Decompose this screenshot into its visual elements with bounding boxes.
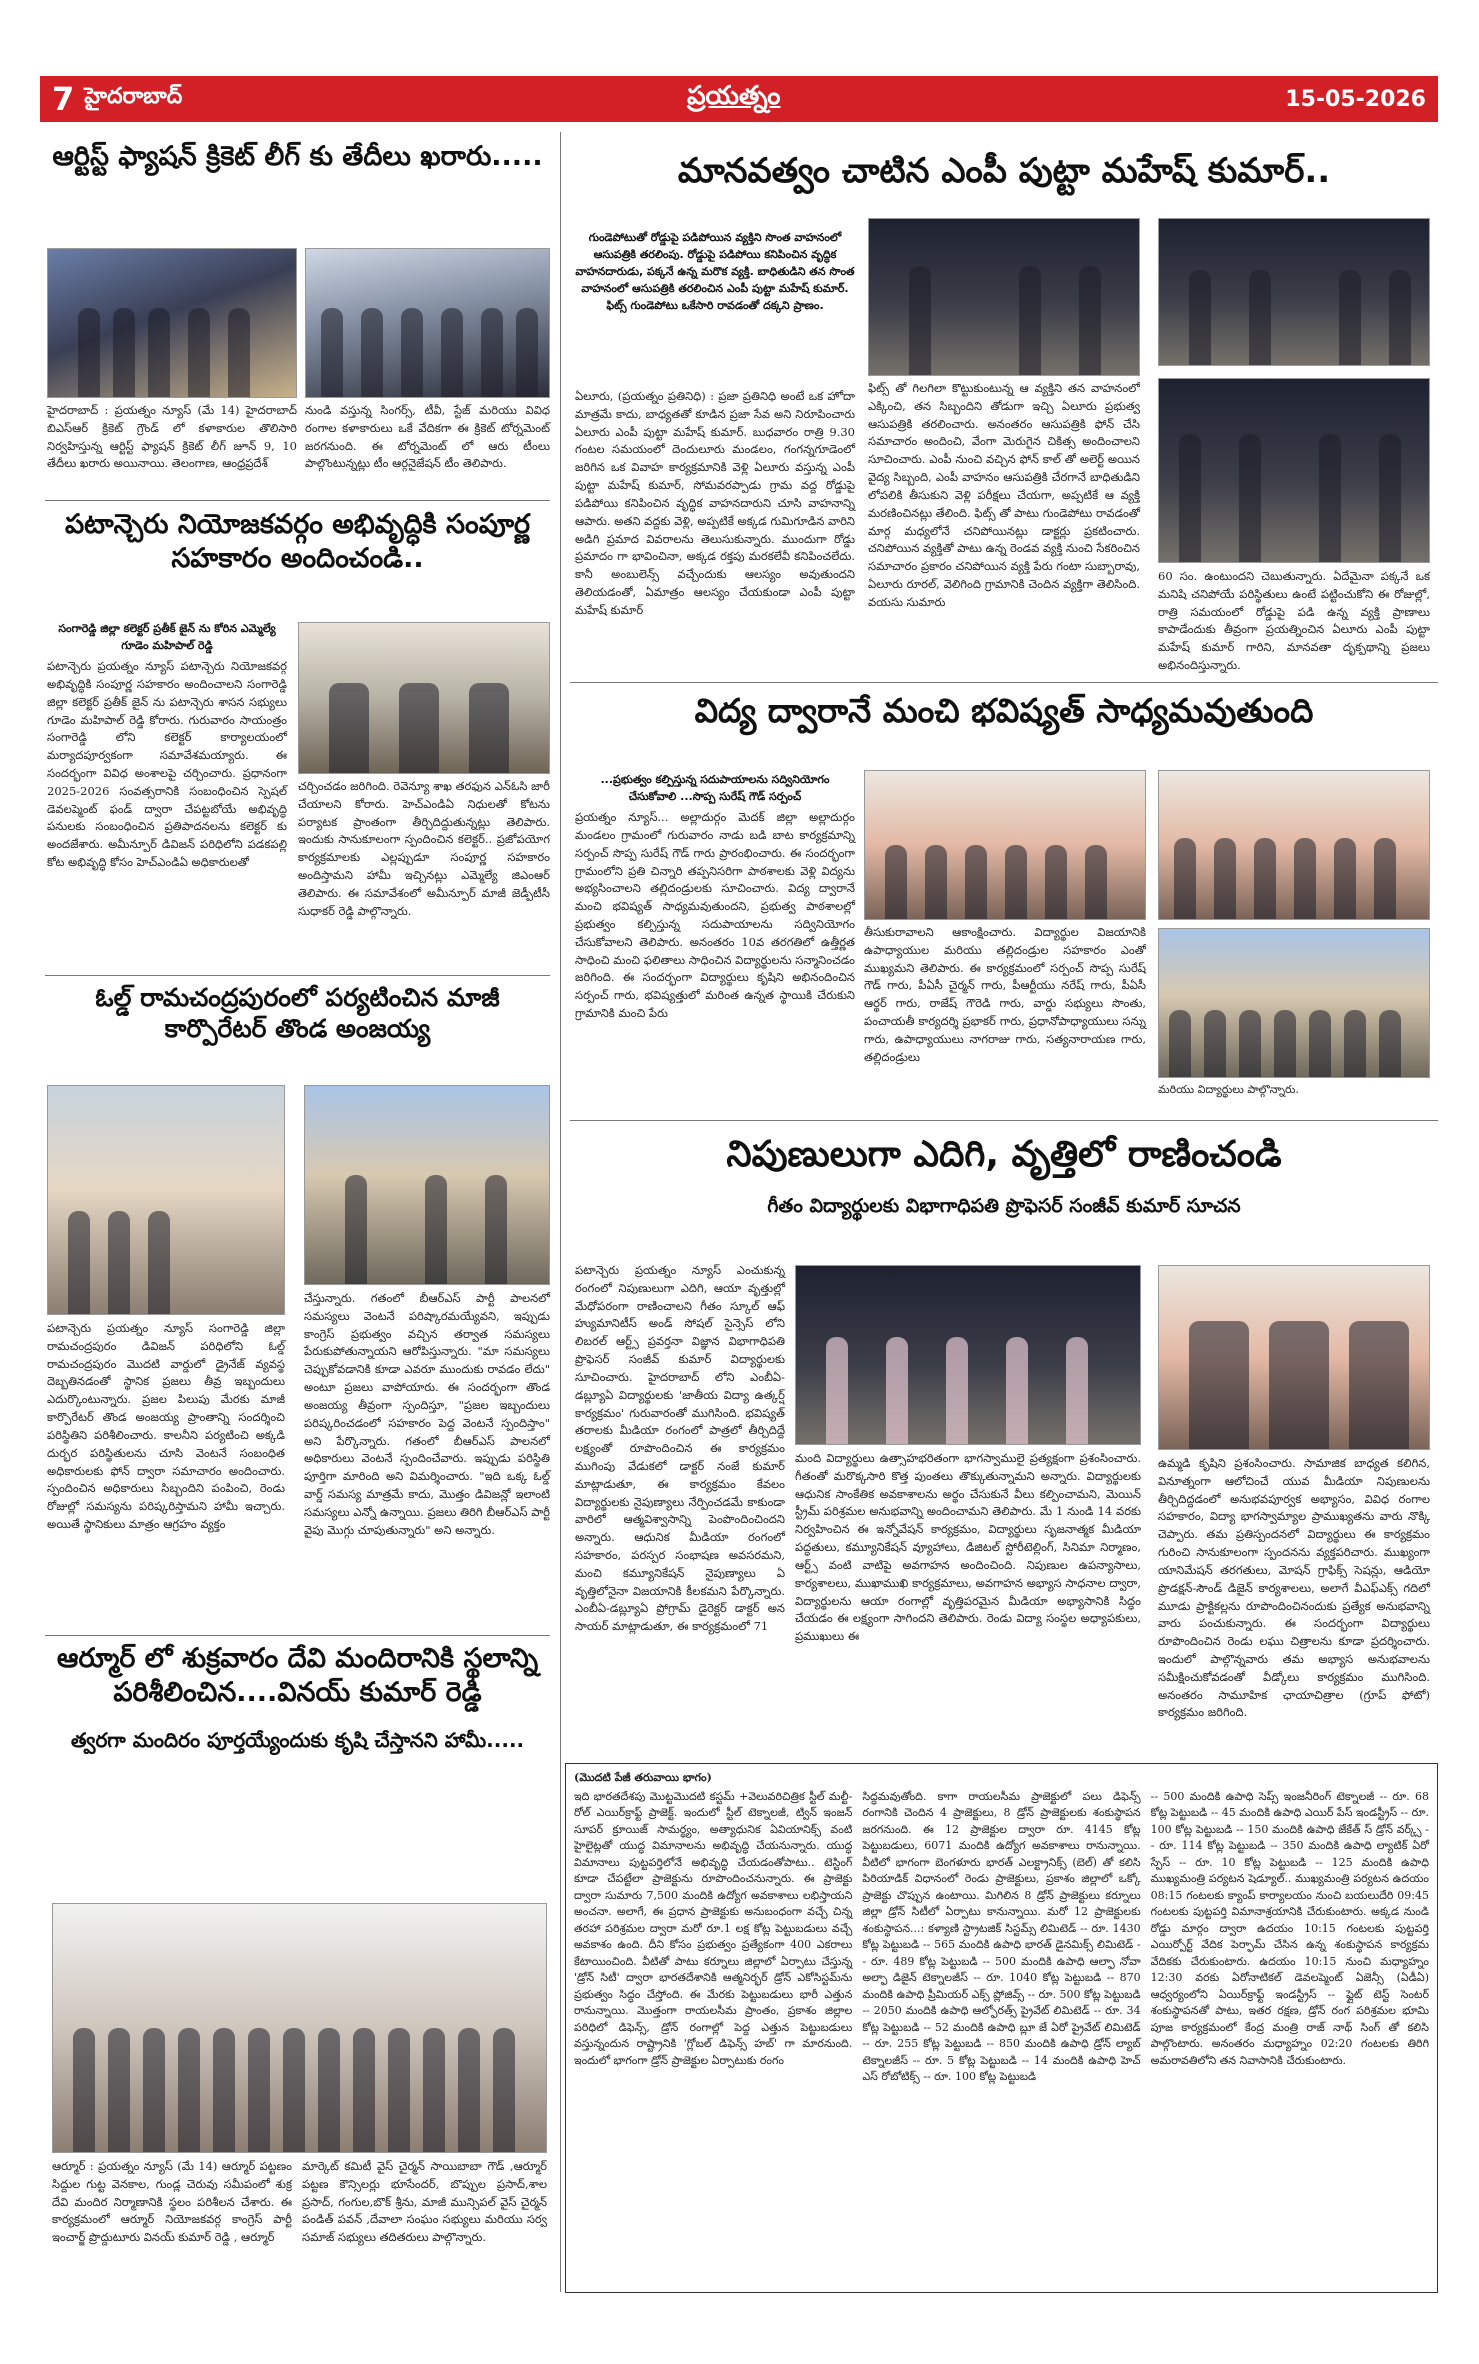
divider xyxy=(45,975,550,976)
story-gitam-text-2: మంది విద్యార్థులు ఉత్సాహభరితంగా భాగస్వాములై ప్రత్యక్షంగా ప్రశంసించారు. గీతంతో మరొక్కసారి కొత్త పుంతలు తొక్కుతున్నామని అన్నారు. విద్యార్థులకు ఆధునిక సాంకేతిక అవకాశాలను అర్థం చేసుకునే వీలు కల్పించామని, మెయిన్ స్ట్రీమ్ పరిశ్రమల అనుభవాన్ని అందించామని తెలిపారు. మే 1 నుండి 14 వరకు నిర్వహించిన ఈ ఇన్నోవేషన్ కార్యక్రమం, విద్యార్థులు సృజనాత్మక మీడియా పద్ధతులు, కమ్యూనికేషన్ వ్యూహాలు, డిజిటల్ స్టోరీటెల్లింగ్, సినిమా నిర్మాణం, ఆర్ట్స్ వంటి వాటిపై అవగాహన అందించింది. నిపుణుల ఉపన్యాసాలు, కార్యశాలలు, ముఖాముఖి కార్యక్రమాలు, అవగాహన అభ్యాస సాధనాల ద్వారా, విద్యార్థులను ఆయా రంగాల్లో వృత్తిపరమైన మీడియా అభ్యాసానికి సిద్ధం చేయడం ఈ లక్ష్యంగా సాగిందని తెలిపారు. రెండు విద్యా సంస్థల అధ్యాపకులు, ప్రముఖులు ఈ xyxy=(795,1451,1141,1644)
story-cricket-headline: ఆర్టిస్ట్ ఫ్యాషన్ క్రికెట్ లీగ్ కు తేదీలు ఖరారు..... xyxy=(52,141,543,172)
divider xyxy=(45,1635,550,1636)
story-mp-text-3: 60 సం. ఉంటుందని చెబుతున్నారు. ఏదేమైనా పక్కనే ఒక మనిషి చనిపోయే పరిస్థితులు ఉంటే పట్టించుకోని ఈ రోజుల్లో, రాత్రి సమయంలో రోడ్డుపై పడి ఉన్న వ్యక్తి ప్రాణాలు కాపాడేందుకు తీవ్రంగా ప్రయత్నించిన ఏలూరు ఎంపీ పుట్టా మహేష్ కుమార్ గారిని, మానవతా దృక్పథాన్ని ప్రజలు అభినందిస్తున్నారు. xyxy=(1158,569,1430,673)
photo-students-dancing xyxy=(795,1265,1141,1445)
story-armoor-text-2: మార్కెట్ కమిటీ వైస్ చైర్మన్ సాయిబాబా గౌడ్ ,ఆర్మూర్ పట్టణ కౌన్సిలర్లు భూసేందర్, బొప్పుల ప్రసాద్,శాల ప్రసాద్, గంగుల,బొక్ శ్రీను, మాజీ మున్సిపల్ వైస్ చైర్మన్ పండిత్ పవన్ ,దేవాలా సంఘం సభ్యులు మరియు సర్వ సమాజ్ సభ్యులు తదితరులు పాల్గొన్నారు. xyxy=(302,2159,547,2245)
story-mp-text-1: ఏలూరు, (ప్రయత్నం ప్రతినిధి) : ప్రజా ప్రతినిధి అంటే ఒక హోదా మాత్రమే కాదు, బాధ్యతతో కూడిన ప్రజా సేవ అని నిరూపించారు ఏలూరు ఎంపీ పుట్టా మహేష్ కుమార్. బుధవారం రాత్రి 9.30 గంటల సమయంలో దెందులూరు మండలం, గంగన్నగూడెంలో జరిగిన ఒక వివాహ కార్యక్రమానికి వెళ్లి ఏలూరు వస్తున్న ఎంపీ పుట్టా మహేష్ కుమార్, సోమవరప్పాడు గ్రామ వద్ద రోడ్డుపై పడిపోయి కనిపించిన వృద్ధిక వాహనదారుని చూసి వాహనాన్ని ఆపారు. అతని వద్దకు వెళ్లి, అప్పటికే అక్కడ గుమిగూడిన వారిని అడిగి ప్రమాద వివరాలను తెలుసుకున్నారు. ముందుగా రోడ్డు ప్రమాదం గా భావించినా, అక్కడ రక్తపు మరకలేవీ కనిపించలేదు. కానీ అంబులెన్స్ వచ్చేందుకు ఆలస్యం అవుతుందని తెలియడంతో, ఏమాత్రం ఆలస్యం చేయకుండా ఎంపీ పుట్టా మహేష్ కుమార్ xyxy=(575,389,855,617)
story-cricket-text-1: హైదరాబాద్ : ప్రయత్నం న్యూస్ (మే 14) హైదరాబాద్ బిఎస్ఆర్ క్రికెట్ గ్రౌండ్ లో కళాకారుల తొలిసారి నిర్వహిస్తున్న ఆర్టిస్ట్ ఫ్యాషన్ క్రికెట్ లీగ్ జూన్ 9, 10 తేదీలు ఖరారు అయినాయి. తెలంగాణ, ఆంధ్రప్రదేశ్ xyxy=(47,403,297,471)
story-mp-humanity xyxy=(570,150,1438,193)
boxed-story-columns xyxy=(574,1789,1429,2090)
photo-cricket-team-right xyxy=(305,248,550,398)
story-cricket-text-2: నుండి వస్తున్న సింగర్స్, టీవీ, స్టేజ్ మరియు వివిధ రంగాల కళాకారులు ఒకే వేదికగా ఈ క్రికెట్ టోర్నమెంట్ జరగనుంది. ఈ టోర్నమెంట్ లో ఆరు టీంలు పాల్గొంటున్నట్లు టీం ఆర్గనైజేషన్ టీం తెలిపారు. xyxy=(305,403,550,471)
page-number: 7 xyxy=(52,80,75,118)
divider xyxy=(570,682,1438,683)
photo-mp-roadside-1 xyxy=(868,218,1140,376)
story-patancheru xyxy=(45,508,550,576)
story-armoor-body-left xyxy=(52,2158,292,2251)
masthead-left xyxy=(52,80,182,118)
story-armoor-text-1: ఆర్మూర్ : ప్రయత్నం న్యూస్ (మే 14) ఆర్మూర్ పట్టణం సిద్దుల గుట్ట వెనకాల, గుండ్ల చెరువు సమీపంలో శుక్ర దేవి మందిర నిర్మాణానికి స్థలం పరిశీలన చేశారు. ఈ కార్యక్రమంలో ఆర్మూర్ నియోజకవర్గ కాంగ్రెస్ పార్టీ ఇంచార్జ్ ప్రొద్దుటూరు వినయ్ కుమార్ రెడ్డి , ఆర్మూర్ xyxy=(52,2159,292,2245)
story-mp-headline: మానవత్వం చాటిన ఎంపీ పుట్టా మహేష్ కుమార్.. xyxy=(677,151,1331,191)
story-armoor-subhead: త్వరగా మందిరం పూర్తయ్యేందుకు కృషి చేస్తానని హామీ..... xyxy=(70,1727,525,1752)
story-ramachandrapuram-body-right xyxy=(304,1290,550,1543)
photo-mla-meeting-collector xyxy=(298,622,550,774)
section-city: హైదరాబాద్ xyxy=(84,84,183,109)
story-ramachandrapuram-headline: ఓల్డ్ రామచంద్రపురంలో పర్యటించిన మాజీ కార్పొరేటర్ తొండ అంజయ్య xyxy=(95,983,500,1044)
photo-drainage-inspection-right xyxy=(304,1085,550,1285)
story-education-caption: మరియు విద్యార్థులు పాల్గొన్నారు. xyxy=(1158,1083,1299,1096)
story-education-text-2: తీసుకురావాలని ఆకాంక్షించారు. విద్యార్థుల విజయానికి ఉపాధ్యాయుల మరియు తల్లిదండ్రుల సహకారం ఎంతో ముఖ్యమని తెలిపారు. ఈ కార్యక్రమంలో సర్పంచ్ సొప్ప సురేష్ గౌడ్ గారు, పీఏసీ చైర్మన్ గారు, పీఆర్టీయు నరేష్ గారు, పీఏసీ ఆర్థర్ గారు, రాజేష్ గౌరెడి గారు, వార్డు సభ్యులు సొంతు, పంచాయతీ కార్యదర్శి ప్రభాకర్ గారు, ప్రధానోపాధ్యాయులు సన్ను గారు, ఉపాధ్యాయులు నాగరాజు గారు, సత్యనారాయణ గారు, తల్లిదండ్రులు xyxy=(864,925,1146,1064)
boxed-continuation-story xyxy=(565,1763,1438,2293)
photo-students-felicitation-2 xyxy=(1158,770,1430,920)
story-mp-lead: గుండెపోటుతో రోడ్డుపై పడిపోయిన వ్యక్తిని సొంత వాహనంలో ఆసుపత్రికి తరలింపు. రోడ్డుపై పడిపోయి కనిపించిన వృద్ధిక వాహనదారుడు, పక్కనే ఉన్న మరొక వ్యక్తి. బాధితుడిని తన సొంత వాహనంలో ఆసుపత్రికి తరలించిన ఎంపీ పుట్టా మహేష్ కుమార్. ఫిట్స్ గుండెపోటు ఒకేసారి రావడంతో దక్కని ప్రాణం. xyxy=(575,231,855,313)
boxed-story-col1 xyxy=(574,1789,852,2090)
story-patancheru-text-1: పటాన్చెరు ప్రయత్నం న్యూస్ పటాన్చెరు నియోజకవర్గ అభివృద్ధికి సంపూర్ణ సహకారం అందించాలని సంగారెడ్డి జిల్లా కలెక్టర్ ప్రతీక్ జైన్ ను పటాన్చెరు శాసన సభ్యులు గూడెం మహిపాల్ రెడ్డి కోరారు. గురువారం సాయంత్రం సంగారెడ్డి లోని కలెక్టర్ కార్యాలయంలో మర్యాదపూర్వకంగా సమావేశమయ్యారు. ఈ సందర్భంగా వివిధ అంశాలపై చర్చించారు. ప్రధానంగా 2025-2026 సంవత్సరానికి సంబంధించిన స్పెషల్ డెవలప్మెంట్ ఫండ్ ద్వారా చేపట్టబోయే అభివృద్ధి పనులకు సంబంధించిన ప్రతిపాదనలను కలెక్టర్ కు అందజేశారు. అమీన్పూర్ డివిజన్ పరిధిలోని పడకపల్లి కోట అభివృద్ధి కోసం హెచ్ఎండిఏ అధికారులతో xyxy=(47,659,287,870)
photo-students-felicitation-1 xyxy=(864,770,1146,920)
story-education-lead: ...ప్రభుత్వం కల్పిస్తున్న సదుపాయాలను సద్వినియోగం చేసుకోవాలి ...సొప్ప సురేష్ గౌడ్ సర్పంచ్ xyxy=(600,773,830,804)
story-gitam-subhead: గీతం విద్యార్థులకు విభాగాధిపతి ప్రొఫెసర్ సంజీవ్ కుమార్ సూచన xyxy=(767,1195,1241,1217)
story-patancheru-lead: సంగారెడ్డి జిల్లా కలెక్టర్ ప్రతీక్ జైన్ ను కోరిన ఎమ్మెల్యే గూడెం మహిపాల్ రెడ్డి xyxy=(58,622,276,653)
story-ramachandrapuram-text-1: పటాన్చెరు ప్రయత్నం న్యూస్ సంగారెడ్డి జిల్లా రామచంద్రపురం డివిజన్ పరిధిలోని ఓల్డ్ రామచంద్రపురం మొదటి వార్డులో డ్రైనేజ్ వ్యవస్థ దెబ్బతినడంతో స్థానిక ప్రజలు తీవ్ర ఇబ్బందులు ఎదుర్కొంటున్నారు. ప్రజల పిలుపు మేరకు మాజీ కార్పొరేటర్ తొండ అంజయ్య ప్రాంతాన్ని సందర్శించి పరిస్థితిని పరిశీలించారు. కాలనీని పర్యటించి అక్కడి దుర్భర పరిస్థితులను చూసి వెంటనే సంబంధిత అధికారులకు ఫోన్ ద్వారా సమాచారం అందించారు. స్పందించిన అధికారులు సిబ్బందిని పంపించి, రెండు రోజుల్లో సమస్యను పరిష్కరిస్తామని హామీ ఇచ్చారు. అయితే స్థానికులు మాత్రం ఆగ్రహం వ్యక్తం xyxy=(47,1321,285,1531)
boxed-story-text-1: ఇది భారతదేశపు మొట్టమొదటి కస్టమ్ +వెలువరిచిత్రిక స్టీల్ మల్టీ-రోల్ ఎయిర్‌క్రాఫ్ట్ ప్రాజెక్ట్. ఇందులో స్టీల్ టెక్నాలజీ, ట్విన్ ఇంజన్ సూపర్ క్రూయిజ్ సామర్థ్యం, అత్యాధునిక ఏవియానిక్స్ వంటి హైలైట్లతో యుద్ధ విమానాలను అభివృద్ధి చేయనున్నారు. యుద్ధ విమానాలు పుట్టపర్తిలోనే అభివృద్ధి చేయడంతోపాటు.. టెస్టింగ్ కూడా చేపట్టేలా ప్రాజెక్టును రూపొందించనున్నారు. ఈ ప్రాజెక్టు ద్వారా సుమారు 7,500 మందికి ఉద్యోగ అవకాశాలు లభిస్తాయని అంచనా. అలాగే, ఈ ప్రధాన ప్రాజెక్టుకు అనుబంధంగా వచ్చే చిన్న తరహా పరిశ్రమల ద్వారా మరో రూ.1 లక్ష కోట్ల పెట్టుబడులు వచ్చే అవకాశం ఉంది. దీని కోసం ప్రభుత్వం ప్రత్యేకంగా 400 ఎకరాలు కేటాయించింది. వీటితో పాటు కర్నూలు జిల్లాలో ఏర్పాటు చేస్తున్న 'డ్రోన్ సిటీ' ద్వారా భారతదేశానికి ఆత్మనిర్భర్ డ్రోన్ ఎకోసిస్టమ్‌ను ప్రభుత్వం సిద్ధం చేస్తోంది. ఈ మేరకు పెట్టుబడులు భారీ ఎత్తున రానున్నాయి. మొత్తంగా రాయలసీమ ప్రాంతం, ప్రకాశం జిల్లాల పరిధిలో డిఫెన్స్, డ్రోన్ రంగాల్లో పెద్ద ఎత్తున పెట్టుబడులు వస్తున్నందున రాష్ట్రానికి 'గ్లోబల్ డిఫెన్స్ హబ్' గా మారనుంది. ఇందులో భాగంగా డ్రోన్ ప్రాజెక్టుల ఏర్పాటుకు రంగం xyxy=(574,1789,853,2067)
story-armoor-body-right xyxy=(302,2158,547,2251)
photo-drainage-inspection-left xyxy=(47,1085,285,1315)
photo-cricket-team-left xyxy=(47,248,297,398)
story-ramachandrapuram-body-left xyxy=(47,1320,285,1538)
story-mp-lead-box xyxy=(575,218,855,325)
story-gitam-text-3: ఉమ్మడి కృషిని ప్రశంసించారు. సామాజిక బాధ్యత కలిగిన, వినూత్నంగా ఆలోచించే యువ మీడియా నిపుణులను తీర్చిదిద్దడంలో అనుభవపూర్వక అభ్యాసం, వివిధ రంగాల సహకారం, విద్యా భాగస్వామ్యాల ప్రాముఖ్యతను వారు నొక్కి చెప్పారు. తమ ప్రతిస్పందనలో విద్యార్థులు ఈ కార్యక్రమం గురించి సానుకూలంగా స్పందనను వ్యక్తపరిచారు. ముఖ్యంగా యానిమేషన్ తరగతులు, మోషన్ గ్రాఫిక్స్ సెషన్లు, ఆడియో ప్రొడక్షన్-సౌండ్ డిజైన్ కార్యశాలలు, అలాగే వీఎఫ్ఎక్స్ గదిలో మూడు ప్రాక్టికల్లను రూపొందించినందుకు ప్రత్యేక అనుభవాన్ని వారు పంచుకున్నారు. ఈ సందర్భంగా విద్యార్థులు రూపొందించిన రెండు లఘు చిత్రాలను కూడా ప్రదర్శించారు. ఇందులో పాల్గొన్నవారు తమ అభ్యాస అనుభవాలను సమీక్షించుకోవడంతో వీడ్కోలు కార్యక్రమం ముగిసింది. అనంతరం సామూహిక ఛాయాచిత్రాల (గ్రూప్ ఫోటో) కార్యక్రమం జరిగింది. xyxy=(1158,1456,1430,1720)
story-patancheru-body-left xyxy=(47,620,287,876)
photo-mp-roadside-2 xyxy=(1158,218,1430,366)
story-gitam xyxy=(570,1132,1438,1222)
story-mp-body-col1 xyxy=(575,388,855,624)
story-armoor-headline: ఆర్మూర్ లో శుక్రవారం దేవి మందిరానికి స్థలాన్ని పరిశీలించిన....వినయ్ కుమార్ రెడ్డి xyxy=(56,1643,539,1708)
divider xyxy=(570,1120,1438,1121)
story-gitam-body-col2 xyxy=(795,1450,1141,1650)
story-ramachandrapuram-text-2: చేస్తున్నారు. గతంలో బీఆర్ఎస్ పార్టీ పాలనలో సమస్యలు వెంటనే పరిష్కారమయ్యేవని, ఇప్పుడు కాంగ్రెస్ ప్రభుత్వం వచ్చిన తర్వాత సమస్యలు పేరుకుపోతున్నాయని ఆరోపిస్తున్నారు. "మా సమస్యలు చెప్పుకోవడానికి కూడా ఎవరూ ముందుకు రావడం లేదు" అంటూ ప్రజలు వాపోయారు. ఈ సందర్భంగా తొండ అంజయ్య తీవ్రంగా స్పందిస్తూ, "ప్రజల ఇబ్బందులు పరిష్కరించడంలో సహకారం పెద్ద వెంటనే స్పందిస్తాం" అని పేర్కొన్నారు. గతంలో బీఆర్ఎస్ పాలనలో అధికారులు వెంటనే స్పందించేవారు. ఇప్పుడు పరిస్థితి పూర్తిగా మారింది అని విమర్శించారు. "ఇది ఒక్క ఓల్డ్ వార్డ్ సమస్య మాత్రమే కాదు, మొత్తం డివిజన్లో ఇలాంటి సమస్యలు ఎన్నో ఉన్నాయి. ప్రజలు తిరిగి బీఆర్ఎస్ పార్టీ వైపు మొగ్గు చూపుతున్నారు" అని అన్నారు. xyxy=(304,1291,550,1537)
story-ramachandrapuram xyxy=(45,982,550,1045)
story-cricket-body-left xyxy=(47,402,297,477)
story-gitam-text-1: పటాన్చెరు ప్రయత్నం న్యూస్ ఎంచుకున్న రంగంలో నిపుణులుగా ఎదిగి, ఆయా వృత్తుల్లో మేధోపరంగా రాణించాలని గీతం స్కూల్ ఆఫ్ హ్యుమానిటీస్ అండ్ సోషల్ సైన్సెస్ లోని లిబరల్ ఆర్ట్స్ ప్రవర్తనా విజ్ఞాన విభాగాధిపతి ప్రొఫెసర్ సంజీవ్ కుమార్ విద్యార్థులకు సూచించారు. హైదరాబాద్ లోని ఎంబీఏ-డబ్ల్యూఏ విద్యార్థులకు 'జాతీయ విద్యా ఉత్కర్ష్ కార్యక్రమం' గురువారంతో ముగిసింది. భవిష్యత్ తరాలకు మీడియా రంగంలో పాత్రలో తీర్చిదిద్దే లక్ష్యంతో రూపొందించిన ఈ కార్యక్రమం ముగింపు వేడుకలో డాక్టర్ నంజే కుమార్ మాట్లాడుతూ, ఈ కార్యక్రమం కేవలం విద్యార్థులకు నైపుణ్యాలు నేర్పించడమే కాకుండా వారిలో ఆత్మవిశ్వాసాన్ని పెంపొందించిందని అన్నారు. ఆధునిక మీడియా రంగంలో సహకారం, పరస్పర సంభాషణ అవసరమని, మంచి కమ్యూనికేషన్ నైపుణ్యాలు ఏ వృత్తిలోనైనా విజయానికి కీలకమని పేర్కొన్నారు. ఎంబీఏ-డబ్ల్యూఏ ప్రోగ్రామ్ డైరెక్టర్ డాక్టర్ అన సాయర్ మాట్లాడుతూ, ఈ కార్యక్రమంలో 71 xyxy=(575,1263,785,1634)
story-mp-body-col3 xyxy=(1158,568,1430,679)
story-gitam-headline: నిపుణులుగా ఎదిగి, వృత్తిలో రాణించండి xyxy=(726,1134,1282,1175)
edition-date: 15-05-2026 xyxy=(1285,86,1426,112)
story-armoor-temple xyxy=(45,1642,550,1756)
story-mp-text-2: ఫిట్స్ తో గిలగిలా కొట్టుకుంటున్న ఆ వ్యక్తిని తన వాహనంలో ఎక్కించి, తన సిబ్బందిని తోడుగా ఇచ్చి ఏలూరు ప్రభుత్వ ఆసుపత్రికి తరలించారు. అనంతరం ఆసుపత్రికి ఫోన్ చేసి సమాచారం అందించి, వేంగా మెరుగైన చికిత్స అందించాలని సూచించారు. ఎంపీ నుంచి వచ్చిన ఫోన్ కాల్ తో అలెర్ట్ అయిన వైద్య సిబ్బంది, ఎంపీ వాహనం ఆసుపత్రికి చేరగానే బాధితుడిని లోపలికి తీసుకుని వెళ్లి పరీక్షలు చేయగా, అప్పటికే ఆ వ్యక్తి మరణించినట్లు తేలింది. ఫిట్స్ తో పాటు గుండెపోటు రావడంతో మార్గ మధ్యలోనే చనిపోయినట్లు డాక్టర్లు ప్రకటించారు. చనిపోయిన వ్యక్తితో పాటు ఉన్న రెండవ వ్యక్తి నుంచి సేకరించిన సమాచారం ప్రకారం చనిపోయిన వ్యక్తి పేరు గంటా సుబ్బారావు, ఏలూరు రూరల్, వెలిగింది గ్రామానికి చెందిన వ్యక్తిగా తెలిసింది. వయసు సుమారు xyxy=(868,381,1140,609)
photo-badi-bata-rally xyxy=(1158,928,1430,1078)
story-education-text-1: ప్రయత్నం న్యూస్... అల్లాదుర్గం మెదక్ జిల్లా అల్లాదుర్గం మండలం గ్రామంలో గురువారం నాడు బడి బాట కార్యక్రమాన్ని సర్పంచ్ సొప్ప సురేష్ గౌడ్ గారు ప్రారంభించారు. ఈ సందర్భంగా గ్రామంలోని ప్రతి చిన్నారి తప్పనిసరిగా పాఠశాలకు వెళ్లి విద్యను అభ్యసించాలని తల్లిదండ్రులకు సూచించారు. విద్య ద్వారానే మంచి భవిష్యత్ సాధ్యమవుతుందని, ప్రభుత్వ పాఠశాలల్లో ప్రభుత్వం కల్పిస్తున్న సదుపాయాలను సద్వినియోగం చేసుకోవాలని తెలిపారు. అనంతరం 10వ తరగతిలో ఉత్తీర్ణత సాధించి మంచి ఫలితాలు సాధించిన విద్యార్థులను సన్మానించడం జరిగింది. ఈ సందర్భంగా విద్యార్థులు కృషిని అభినందించిన సర్పంచ్ గారు, భవిష్యత్తులో మరింత ఉన్నత స్థాయికి చేరుకుని గ్రామానికి మంచి పేరు xyxy=(575,810,855,1021)
newspaper-brand: ప్రయత్నం xyxy=(687,81,781,111)
photo-students-selfie xyxy=(1158,1265,1430,1450)
boxed-story-label: (మొదటి పేజీ తరువాయి భాగం) xyxy=(574,1771,712,1784)
photo-mp-roadside-3 xyxy=(1158,378,1430,563)
story-education-body-col2 xyxy=(864,924,1146,1071)
story-education-body-col1 xyxy=(575,760,855,1027)
story-mp-body-col2 xyxy=(868,380,1140,616)
column-divider xyxy=(560,132,561,2292)
story-gitam-body-col1 xyxy=(575,1262,785,1640)
story-cricket-league xyxy=(45,140,550,174)
divider xyxy=(45,500,550,501)
boxed-story-text-2: సిద్ధమవుతోంది. కాగా రాయలసీమ ప్రాజెక్టులో పలు డిఫెన్స్ రంగానికి చెందిన 4 ప్రాజెక్టులు, 8 డ్రోన్ ప్రాజెక్టులకు శంకుస్థాపన జరగనుంది. ఈ 12 ప్రాజెక్టుల ద్వారా రూ. 4145 కోట్ల పెట్టుబడులు, 6071 మందికి ఉద్యోగ అవకాశాలు రానున్నాయి. వీటిలో భాగంగా బెంగళూరు భారత్ ఎలక్ట్రానిక్స్ (బెల్) తో కలిసి పిరియాడిక్ విధానంలో రెండు ప్రాజెక్టులు, ప్రకాశం జిల్లాలో ఒక్కో ప్రాజెక్టు చొప్పున ఉంటాయి. మిగిలిన 8 డ్రోన్ ప్రాజెక్టులు కర్నూలు జిల్లా డ్రోన్ సిటీలో ఏర్పాటు కానున్నాయి. మరో 12 ప్రాజెక్టులకు శంకుస్థాపన...: కళ్యాణి స్ట్రాటజిక్ సిస్టమ్స్ లిమిటెడ్ -- రూ. 1430 కోట్ల పెట్టుబడి -- 565 మందికి ఉపాధి భారత్ డైనమిక్స్ లిమిటెడ్ -- రూ. 489 కోట్ల పెట్టుబడి -- 500 మందికి ఉపాధి ఆల్ఫా నోవా అల్ఫా డిజైన్ టెక్నాలజీస్ -- రూ. 1040 కోట్ల పెట్టుబడి -- 870 మందికి ఉపాధి ప్రీమియర్ ఎక్స్ ప్లోజివ్స్ -- రూ. 500 కోట్ల పెట్టుబడి -- 2050 మందికి ఉపాధి ఆల్ఫోరత్స్ ప్రైవేట్ లిమిటెడ్ -- రూ. 34 కోట్ల పెట్టుబడి -- 52 మందికి ఉపాధి బ్లూ జే ఏరో ప్రైవేట్ లిమిటెడ్ -- రూ. 255 కోట్ల పెట్టుబడి -- 850 మందికి ఉపాధి డ్రోన్ ల్యాబ్ టెక్నాలజీస్ -- రూ. 5 కోట్ల పెట్టుబడి -- 14 మందికి ఉపాధి హెచ్ ఎస్ రోబోటిక్స్ -- రూ. 100 కోట్ల పెట్టుబడి xyxy=(862,1789,1141,2083)
boxed-story-col2 xyxy=(862,1789,1140,2090)
story-education-caption-box xyxy=(1158,1082,1430,1099)
story-patancheru-text-2: చర్చించడం జరిగింది. రెవెన్యూ శాఖ తరఫున ఎన్ఓసి జారీ చేయాలని కోరారు. హెచ్ఎండిఏ నిధులతో కోటను పర్యాటక ప్రాంతంగా తీర్చిదిద్దుతున్నట్లు తెలిపారు. ఇందుకు సానుకూలంగా స్పందించిన కలెక్టర్.. ప్రజోపయోగ కార్యక్రమాలకు ఎల్లప్పుడూ సంపూర్ణ సహకారం అందిస్తామని హామీ ఇచ్చినట్లు ఎమ్మెల్యే జిఎంఆర్ తెలిపారు. ఈ సమావేశంలో అమీన్పూర్ మాజీ జెడ్పీటీసీ సుధాకర్ రెడ్డి పాల్గొన్నారు. xyxy=(298,779,550,918)
masthead-bar xyxy=(40,76,1438,122)
boxed-story-text-3: -- 500 మందికి ఉపాధి సెప్స్ ఇంజనీరింగ్ టెక్నాలజీ -- రూ. 68 కోట్ల పెట్టుబడి -- 45 మందికి ఉపాధి ఎయిర్ పేస్ ఇండస్ట్రీస్ -- రూ. 100 కోట్ల పెట్టుబడి -- 150 మందికి ఉపాధి జేకేత్ స్ డ్రోన్ వర్క్స్ -- రూ. 114 కోట్ల పెట్టుబడి -- 350 మందికి ఉపాధి ల్యాటిక్ ఏరో స్పేస్ -- రూ. 10 కోట్ల పెట్టుబడి -- 125 మందికి ఉపాధి ముఖ్యమంత్రి పర్యటన షెడ్యూల్.. ముఖ్యమంత్రి పర్యటన ఉదయం 08:15 గంటలకు క్యాంప్ కార్యాలయం నుంచి బయలుదేరి 09:45 గంటలకు పుట్టపర్తి విమానాశ్రయానికి చేరుకుంటారు. అక్కడ నుండి రోడ్డు మార్గం ద్వారా ఉదయం 10:15 గంటలకు పుట్టపర్తి ఎయిర్పోర్ట్ వేదిక పెర్ఫామ్ చేసిన ఉన్న శంకుస్థాపన కార్యక్రమ వేదికకు చేరుకుంటారు. ఉదయం 10:15 నుంచి మధ్యాహ్నం 12:30 వరకు ఏరోనాటికల్ డెవలప్మెంట్ ఏజెన్సీ (ఏడీఏ) ఆధ్వర్యంలోని ఏయిర్‌క్రాఫ్ట్ ఇండస్ట్రీస్ -- ఫ్లైట్ టెస్ట్ సెంటర్ శంకుస్థాపనతో పాటు, ఇతర రక్షణ, డ్రోన్ రంగ పరిశ్రమల భూమి పూజ కార్యక్రమంలో కేంద్ర మంత్రి రాజ్ నాథ్ సింగ్ తో కలిసి పాల్గొంటారు. అనంతరం మధ్యాహ్నం 02:20 గంటలకు తిరిగి అమరావతిలోని తన నివాసానికి చేరుకుంటారు. xyxy=(1150,1789,1429,2067)
story-patancheru-headline: పటాన్చెరు నియోజకవర్గం అభివృద్ధికి సంపూర్ణ సహకారం అందించండి.. xyxy=(64,509,531,574)
boxed-story-col3 xyxy=(1151,1789,1429,2090)
photo-temple-site-group xyxy=(52,1903,547,2153)
story-education xyxy=(570,690,1438,731)
story-gitam-body-col3 xyxy=(1158,1455,1430,1726)
story-patancheru-body-right xyxy=(298,778,550,925)
story-education-headline: విద్య ద్వారానే మంచి భవిష్యత్ సాధ్యమవుతుంది xyxy=(694,691,1314,730)
story-cricket-body-right xyxy=(305,402,550,477)
